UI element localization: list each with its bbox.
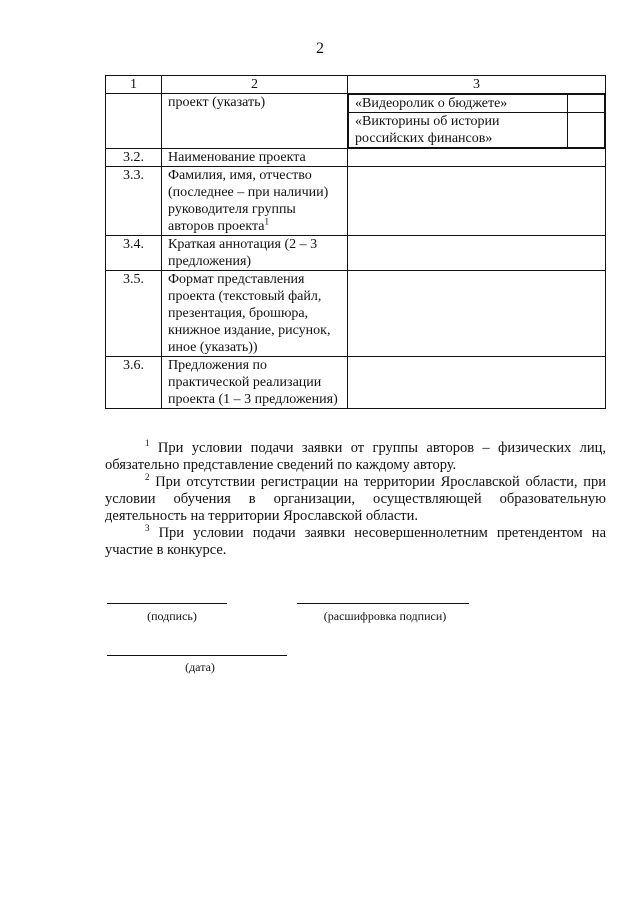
transcript-label: (расшифровка подписи) [323,609,447,623]
option-checkbox[interactable] [568,113,605,148]
row-number: 3.5. [106,271,162,357]
table-row [106,149,606,167]
table-row [106,236,606,271]
page-number: 2 [316,40,324,57]
footnotes [105,440,606,559]
table-row [106,271,606,357]
footnote-ref: 1 [264,216,270,227]
option-row [349,95,605,113]
footnote [105,440,606,474]
row-number [106,94,162,149]
row-number: 3.3. [106,167,162,236]
row-value-field[interactable] [348,236,606,271]
row-number: 3.6. [106,357,162,409]
footnote-mark: 2 [145,472,150,483]
table-row [106,167,606,236]
row-label: Формат представления проекта (текстовый файл, презентация, брошюра, книжное издание, рисунок, иное (указать)) [162,271,348,357]
project-type-options [348,94,606,149]
option-row [349,113,605,148]
row-value-field[interactable] [348,167,606,236]
header-col-1: 1 [106,76,162,94]
footnote-text: При условии подачи заявки от группы авторов – физических лиц, обязательно представление сведений по каждому автору. [105,440,607,473]
option-label: «Викторины об истории российских финансов» [349,113,568,148]
row-label: Краткая аннотация (2 – 3 предложения) [162,236,348,271]
table-header-row [106,76,606,94]
table-row-project-type [106,94,606,149]
transcript-line[interactable] [297,603,469,604]
row-number: 3.2. [106,149,162,167]
footnote-mark: 3 [145,523,150,534]
footnote-text: При условии подачи заявки несовершеннолетним претендентом на участие в конкурсе. [105,525,607,558]
row-value-field[interactable] [348,149,606,167]
row-label: Предложения по практической реализации проекта (1 – 3 предложения) [162,357,348,409]
row-label: Наименование проекта [162,149,348,167]
row-number: 3.4. [106,236,162,271]
row-label: проект (указать) [162,94,348,149]
row-label: Фамилия, имя, отчество (последнее – при наличии) руководителя группы авторов проекта [168,168,329,234]
signature-label: (подпись) [147,609,197,623]
row-value-field[interactable] [348,271,606,357]
option-checkbox[interactable] [568,95,605,113]
table-row [106,357,606,409]
footnote-text: При отсутствии регистрации на территории Ярославской области, при условии обучения в организации, осуществляющей образовательную деятельность на территории Ярославской области. [105,474,607,524]
header-col-3: 3 [348,76,606,94]
footnote-mark: 1 [145,438,150,449]
date-line[interactable] [107,655,287,656]
option-label: «Видеоролик о бюджете» [349,95,568,113]
application-form-table [105,75,606,409]
row-label-with-footnote [162,167,348,236]
row-value-field[interactable] [348,357,606,409]
date-label: (дата) [185,660,215,674]
signature-line[interactable] [107,603,227,604]
footnote [105,525,606,559]
footnote [105,474,606,525]
header-col-2: 2 [162,76,348,94]
